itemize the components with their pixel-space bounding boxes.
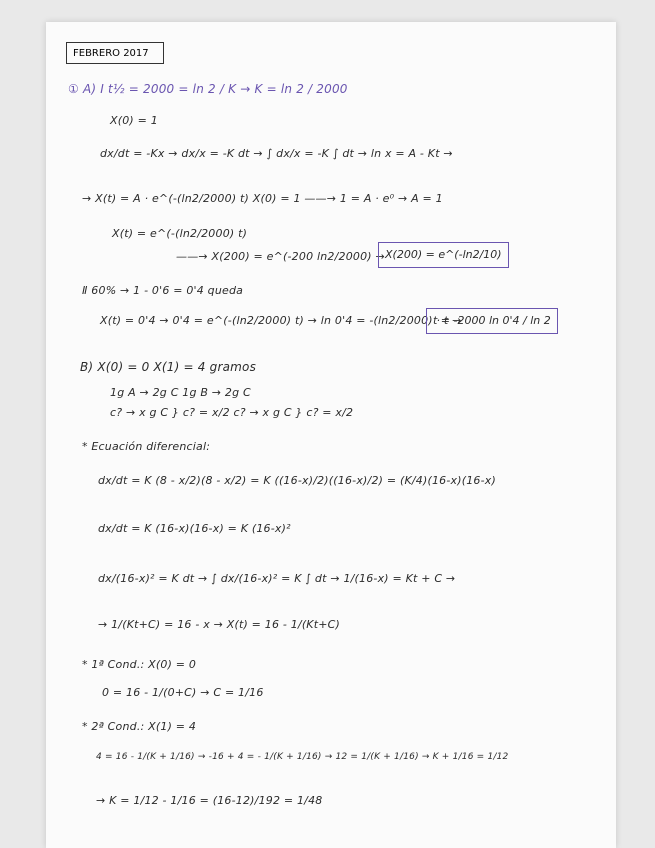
second-condition-derivation: 4 = 16 - 1/(K + 1/16) → -16 + 4 = - 1/(K + 1/16) → 12 = 1/(K + 1/16) → K + 1/16 = 1/12: [96, 752, 509, 762]
section-a-line: ① A) Ⅰ t½ = 2000 = ln 2 / K → K = ln 2 / 2000: [68, 82, 348, 96]
first-condition-heading: * 1ª Cond.: X(0) = 0: [82, 658, 197, 671]
x200-evaluation: ——→ X(200) = e^(-200 ln2/2000) →: [176, 250, 385, 263]
stoichiometry-row-2: c? → x g C } c? = x/2 c? → x g C } c? = x/2: [110, 406, 354, 419]
k-value-result: → K = 1/12 - 1/16 = (16-12)/192 = 1/48: [96, 794, 323, 807]
separation-of-variables: dx/dt = -Kx → dx/x = -K dt → ∫ dx/x = -K ∫ dt → ln x = A - Kt →: [100, 147, 453, 160]
result-box-x200: X(200) = e^(-ln2/10): [378, 242, 509, 268]
particular-solution: X(t) = e^(-(ln2/2000) t): [112, 227, 248, 240]
result-box-time: t = -2000 ln 0'4 / ln 2: [426, 308, 558, 334]
section-b-line: B) X(0) = 0 X(1) = 4 gramos: [80, 360, 257, 374]
date-box: FEBRERO 2017: [66, 42, 164, 64]
general-solution: → X(t) = A · e^(-(ln2/2000) t) X(0) = 1 ——→ 1 = A · e⁰ → A = 1: [82, 192, 443, 205]
stoichiometry-row-1: 1g A → 2g C 1g B → 2g C: [110, 386, 251, 399]
time-equation: X(t) = 0'4 → 0'4 = e^(-(ln2/2000) t) → ln 0'4 = -(ln2/2000) · t →: [100, 314, 462, 327]
second-condition-heading: * 2ª Cond.: X(1) = 4: [82, 720, 197, 733]
rate-equation-simplified: dx/dt = K (16-x)(16-x) = K (16-x)²: [98, 522, 291, 535]
initial-condition: X(0) = 1: [110, 114, 158, 127]
differential-equation-heading: * Ecuación diferencial:: [82, 440, 211, 453]
rate-equation-expanded: dx/dt = K (8 - x/2)(8 - x/2) = K ((16-x)/2)((16-x)/2) = (K/4)(16-x)(16-x): [98, 474, 496, 487]
notebook-page: [46, 22, 616, 848]
integration-line: dx/(16-x)² = K dt → ∫ dx/(16-x)² = K ∫ dt → 1/(16-x) = Kt + C →: [98, 572, 456, 585]
first-condition-result: 0 = 16 - 1/(0+C) → C = 1/16: [102, 686, 264, 699]
part-ii-line: Ⅱ 60% → 1 - 0'6 = 0'4 queda: [82, 284, 244, 297]
solution-x-of-t: → 1/(Kt+C) = 16 - x → X(t) = 16 - 1/(Kt+C): [98, 618, 341, 631]
